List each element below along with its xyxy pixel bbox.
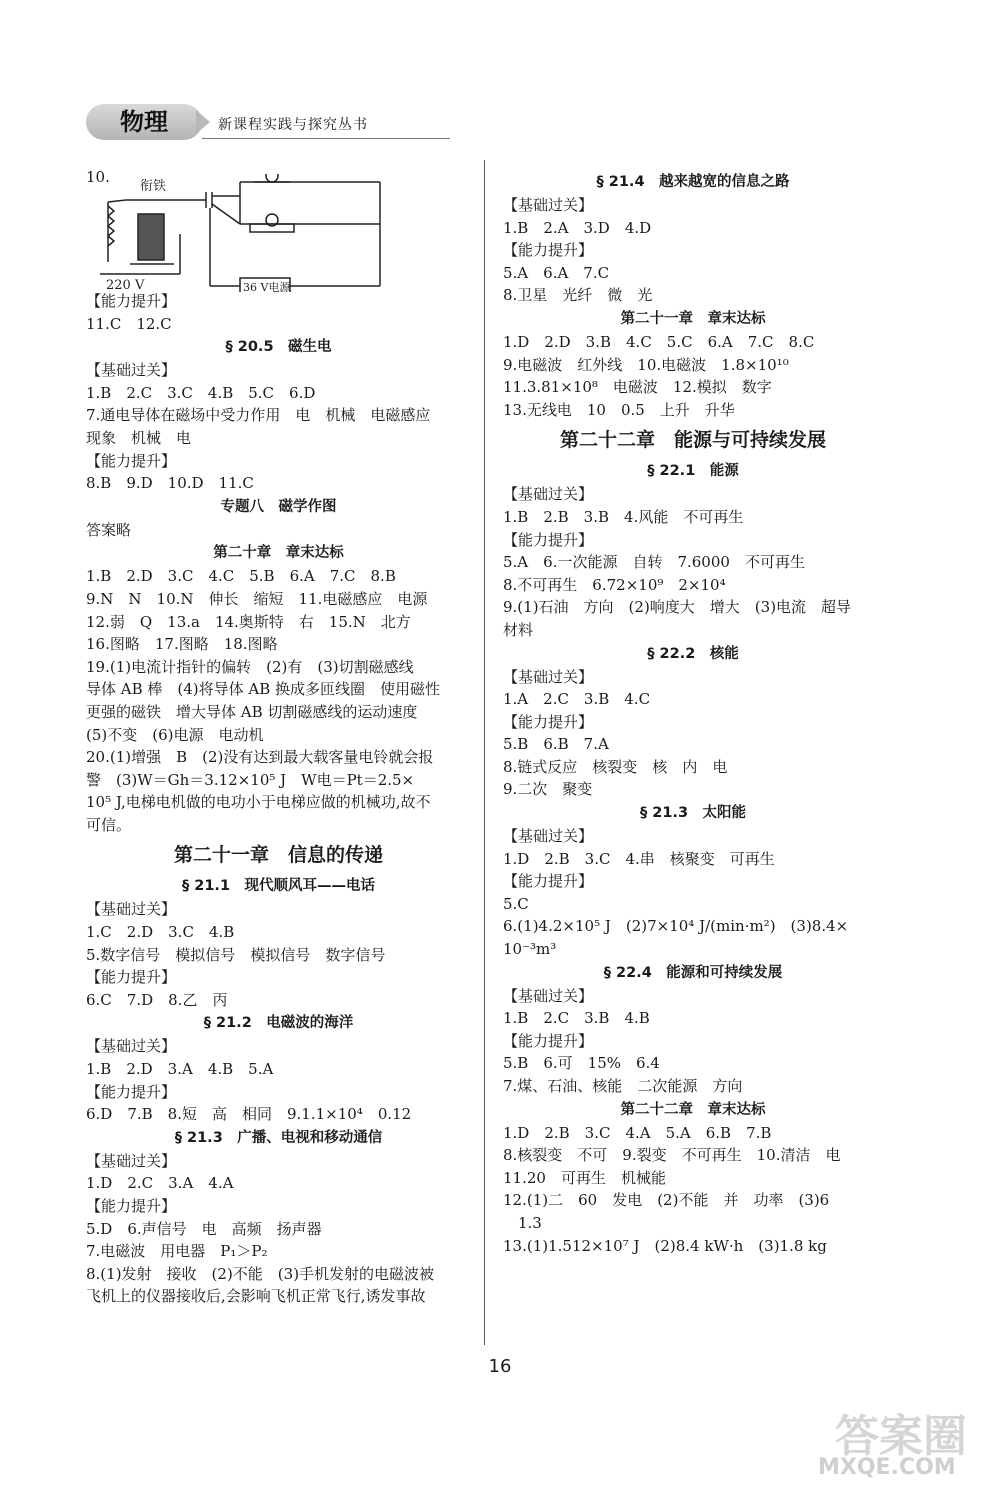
power-36-label: 36 V电源 (243, 281, 291, 292)
answer-line: 11.C 12.C (86, 314, 172, 333)
chapter-heading: 第二十一章 信息的传递 (173, 844, 383, 867)
answer-line: 1.D 2.B 3.C 4.串 核聚变 可再生 (503, 849, 775, 868)
watermark-logo: 答案圈 (835, 1411, 967, 1462)
answer-line: 可信。 (86, 815, 132, 834)
answer-line: 8.链式反应 核裂变 核 内 电 (503, 757, 728, 776)
answer-line: 【基础过关】 (86, 900, 177, 919)
answer-line: 11.3.81×10⁸ 电磁波 12.模拟 数字 (503, 378, 772, 397)
answer-line: 【基础过关】 (86, 1037, 177, 1056)
right-answers (503, 170, 883, 1257)
answer-line: 更强的磁铁 增大导体 AB 切割磁感线的运动速度 (86, 702, 418, 721)
column-divider (484, 160, 485, 1345)
answer-line: 9.二次 聚变 (503, 780, 593, 799)
relay-circuit-diagram (100, 174, 400, 292)
answer-line: 5.A 6.一次能源 自转 7.6000 不可再生 (503, 553, 805, 572)
answer-line: 1.B 2.C 3.B 4.B (503, 1009, 650, 1028)
section-heading: 第二十一章 章末达标 (620, 310, 766, 327)
answer-line: 19.(1)电流计指针的偏转 (2)有 (3)切割磁感线 (86, 657, 414, 676)
answer-line: 10⁵ J,电梯电机做的电功小于电梯应做的机械功,故不 (86, 793, 431, 812)
answer-line: 5.B 6.B 7.A (503, 735, 609, 754)
answer-line: 6.C 7.D 8.乙 丙 (86, 990, 228, 1009)
answer-line: 5.A 6.A 7.C (503, 263, 610, 282)
answer-line: 飞机上的仪器接收后,会影响飞机正常飞行,诱发事故 (86, 1287, 426, 1306)
section-heading: § 21.3 广播、电视和移动通信 (174, 1129, 383, 1146)
answer-line: 【基础过关】 (503, 986, 594, 1005)
answer-line: 5.C (503, 894, 529, 913)
answer-line: 13.无线电 10 0.5 上升 升华 (503, 400, 735, 419)
answer-line: 5.数字信号 模拟信号 模拟信号 数字信号 (86, 945, 386, 964)
answer-line: 1.D 2.B 3.C 4.A 5.A 6.B 7.B (503, 1123, 772, 1142)
answer-line: 12.弱 Q 13.a 14.奥斯特 右 15.N 北方 (86, 612, 411, 631)
answer-line: 【能力提升】 (86, 1197, 177, 1215)
answer-line: 【能力提升】 (503, 241, 594, 260)
answer-line: 8.核裂变 不可 9.裂变 不可再生 10.清洁 电 (503, 1146, 841, 1165)
section-heading: 第二十二章 章末达标 (620, 1101, 766, 1118)
answer-line: 【能力提升】 (503, 712, 594, 731)
answer-line: 【基础过关】 (86, 361, 177, 380)
section-heading: 第二十章 章末达标 (213, 545, 344, 562)
answer-line: 1.B 2.B 3.B 4.风能 不可再生 (503, 507, 744, 526)
answer-line: 9.N N 10.N 伸长 缩短 11.电磁感应 电源 (86, 589, 428, 608)
series-title: 新课程实践与探究丛书 (218, 117, 368, 133)
left-column (86, 168, 471, 1308)
answer-line: (5)不变 (6)电源 电动机 (86, 725, 264, 744)
answer-line: 1.3 (503, 1213, 542, 1232)
answer-line: 【基础过关】 (86, 1151, 177, 1170)
answer-line: 10⁻³m³ (503, 940, 557, 959)
voltage-220-label: 220 V (106, 278, 145, 292)
answer-line: 【基础过关】 (503, 827, 594, 846)
answer-line: 7.煤、石油、核能 二次能源 方向 (503, 1077, 743, 1095)
answer-line: 8.卫星 光纤 微 光 (503, 286, 653, 305)
answer-line: 1.B 2.D 3.A 4.B 5.A (86, 1060, 274, 1079)
answer-line: 【能力提升】 (503, 1031, 594, 1050)
answer-line: 13.(1)1.512×10⁷ J (2)8.4 kW·h (3)1.8 kg (503, 1236, 827, 1255)
answer-line: 9.(1)石油 方向 (2)响度大 增大 (3)电流 超导 (503, 598, 852, 617)
answer-line: 7.通电导体在磁场中受力作用 电 机械 电磁感应 (86, 406, 431, 425)
answer-line: 【能力提升】 (86, 451, 177, 470)
answer-line: 【能力提升】 (503, 530, 594, 549)
subject-badge: 物理 (86, 104, 202, 140)
answer-line: 导体 AB 棒 (4)将导体 AB 换成多匝线圈 使用磁性 (86, 680, 441, 699)
armature-label: 衔铁 (140, 179, 167, 194)
answer-line: 【能力提升】 (503, 872, 594, 891)
question-number: 10. (86, 168, 110, 186)
answer-line: 1.A 2.C 3.B 4.C (503, 690, 651, 709)
section-heading: § 22.2 核能 (647, 645, 739, 662)
answer-line: 【基础过关】 (503, 196, 594, 214)
circuit-figure (86, 168, 471, 290)
section-heading: § 21.4 越来越宽的信息之路 (596, 174, 790, 190)
left-answers (86, 290, 471, 1308)
answer-line: 9.电磁波 红外线 10.电磁波 1.8×10¹⁰ (503, 355, 789, 374)
answer-line: 【能力提升】 (86, 1082, 177, 1101)
answer-line: 11.20 可再生 机械能 (503, 1168, 666, 1187)
answer-line: 6.D 7.B 8.短 高 相同 9.1.1×10⁴ 0.12 (86, 1105, 412, 1124)
answer-line: 1.D 2.D 3.B 4.C 5.C 6.A 7.C 8.C (503, 332, 815, 351)
answer-line: 警 (3)W＝Gh＝3.12×10⁵ J W电＝Pt＝2.5× (86, 770, 415, 789)
answer-line: 【基础过关】 (503, 485, 594, 504)
answer-line: 【基础过关】 (503, 667, 594, 686)
section-heading: 专题八 磁学作图 (220, 498, 337, 515)
section-heading: § 21.3 太阳能 (639, 805, 747, 822)
answer-line: 【能力提升】 (86, 292, 177, 310)
answer-line: 答案略 (86, 520, 132, 539)
answer-line: 20.(1)增强 B (2)没有达到最大载客量电铃就会报 (86, 748, 434, 767)
header-rule (202, 138, 450, 139)
answer-line: 1.B 2.A 3.D 4.D (503, 218, 652, 237)
answer-line: 1.D 2.C 3.A 4.A (86, 1174, 234, 1193)
answer-line: 7.电磁波 用电器 P₁＞P₂ (86, 1242, 268, 1261)
section-heading: § 21.2 电磁波的海洋 (203, 1015, 354, 1032)
chapter-heading: 第二十二章 能源与可持续发展 (559, 429, 826, 452)
answer-line: 8.不可再生 6.72×10⁹ 2×10⁴ (503, 575, 726, 594)
right-column (503, 170, 883, 1257)
answer-line: 5.B 6.可 15% 6.4 (503, 1054, 660, 1073)
section-heading: § 22.4 能源和可持续发展 (603, 964, 783, 981)
answer-line: 1.B 2.D 3.C 4.C 5.B 6.A 7.C 8.B (86, 567, 396, 586)
answer-line: 16.图略 17.图略 18.图略 (86, 635, 278, 654)
page-number: 16 (488, 1356, 512, 1377)
answer-line: 8.(1)发射 接收 (2)不能 (3)手机发射的电磁波被 (86, 1264, 435, 1283)
section-heading: § 21.1 现代顺风耳——电话 (181, 878, 376, 895)
answer-line: 材料 (503, 620, 534, 639)
section-heading: § 20.5 磁生电 (225, 339, 332, 356)
answer-line: 5.D 6.声信号 电 高频 扬声器 (86, 1219, 322, 1238)
section-heading: § 22.1 能源 (647, 463, 739, 480)
answer-line: 【能力提升】 (86, 968, 177, 987)
badge-arrow (196, 110, 210, 134)
page-header (86, 104, 386, 140)
answer-line: 1.C 2.D 3.C 4.B (86, 923, 235, 942)
answer-line: 1.B 2.C 3.C 4.B 5.C 6.D (86, 383, 316, 402)
watermark-url: MXQE.COM (818, 1455, 956, 1480)
answer-line: 6.(1)4.2×10⁵ J (2)7×10⁴ J/(min·m²) (3)8.4× (503, 917, 849, 936)
answer-line: 12.(1)二 60 发电 (2)不能 并 功率 (3)6 (503, 1191, 830, 1210)
answer-line: 现象 机械 电 (86, 428, 192, 447)
answer-line: 8.B 9.D 10.D 11.C (86, 474, 254, 493)
